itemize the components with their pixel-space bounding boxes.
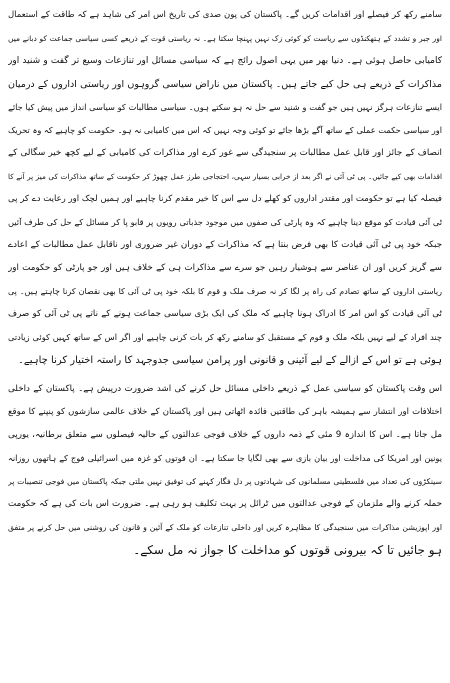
text-line: ٹی آئی قیادت کو موقع دینا چاہیے کہ وہ پارٹی کی صفوں میں موجود جذباتی رویوں پر قابو پا کر مسائل کے حل کی طرف آئیں <box>8 217 442 227</box>
text-line: سینکڑوں کی تعداد میں فلسطینی مسلمانوں کی شہادتوں پر دل فگار کہنے کی توفیق نہیں ملتی جبکہ پاکستان میں فوجی تنصیبات پر <box>8 477 442 486</box>
text-line: مذاکرات کے ذریعے ہی حل کیے جاتے ہیں۔ پاکستان میں ناراض سیاسی گروہوں اور ریاستی اداروں کے درمیان <box>8 79 442 90</box>
text-line: اور سیاسی حکمت عملی کے ساتھ آگے بڑھا جائے تو کوئی وجہ نہیں کہ اس میں کامیابی نہ ہو۔ حکومت کو چاہیے کہ وہ تحریک <box>8 125 442 135</box>
text-line: ہو جائیں تا کہ بیرونی قوتوں کو مداخلت کا جواز نہ مل سکے۔ <box>133 543 442 557</box>
text-line: انصاف کے جائز اور قابل عمل مطالبات پر سنجیدگی سے غور کرے اور مذاکرات کی کامیابی کے لیے کچھ خیر سگالی کے <box>8 148 442 158</box>
text-line: اس وقت پاکستان کو سیاسی عمل کے ذریعے داخلی مسائل حل کرنے کی اشد ضرورت درپیش ہے۔ پاکستان کے داخلی <box>8 384 442 394</box>
paragraph-1 <box>8 4 442 372</box>
text-line: اور جبر و تشدد کے ہتھکنڈوں سے ریاست کو کوئی زک نہیں پہنچا سکتا ہے۔ نہ ریاستی قوت کے ذریعے کسی سیاسی جماعت کو دبانے میں <box>8 34 442 43</box>
text-line: جبکہ خود پی ٹی آئی قیادت کا بھی فرض بنتا ہے کہ مذاکرات کے دوران غیر ضروری اور ناقابل عمل مطالبات کے اعادے <box>8 240 442 250</box>
text-line: یونین اور امریکا کی مداخلت اور بیان بازی سے بھی لگایا جا سکتا ہے۔ ان قوتوں کو غزہ میں اسرائیلی فوج کے ہاتھوں روزانہ <box>8 453 442 463</box>
text-line: اور اپوزیشن مذاکرات میں سنجیدگی کا مظاہرہ کریں اور داخلی تنازعات کو ملک کے آئین و قانون کی روشنی میں حل کرنے پر متفق <box>8 523 442 532</box>
paragraph-2 <box>8 378 442 562</box>
text-line: ریاستی اداروں کے ساتھ تصادم کی راہ پر لگا کر نہ صرف ملک و قوم کا بلکہ خود پی ٹی آئی کا بھی نقصان کرنا چاہتے ہیں۔ پی <box>8 287 442 296</box>
text-line: چند افراد کے لیے نہیں بلکہ ملک و قوم کے مستقبل کو سامنے رکھ کر بات کرنی چاہیے اور اگر اس کے ساتھ کہیں کوئی زیادتی <box>8 332 442 342</box>
text-line: مل جاتا ہے۔ اس کا اندازہ 9 مئی کے ذمہ داروں کے خلاف فوجی عدالتوں کے حالیہ فیصلوں سے متعلق برطانیہ، یورپی <box>8 430 442 440</box>
text-line: ہوئی ہے تو اس کے ازالے کے لیے آئینی و قانونی اور پرامن سیاسی جدوجہد کا راستہ اختیار کرنا چاہیے۔ <box>18 355 442 366</box>
text-line: اقدامات بھی کیے جائیں۔ پی ٹی آئی نے اگر بعد از خرابی بسیار سہی، احتجاجی طرز عمل چھوڑ کر حکومت کے ساتھ مذاکرات کی میز پر آنے کا <box>8 172 442 181</box>
text-line: سامنے رکھ کر فیصلے اور اقدامات کریں گے۔ پاکستان کی پون صدی کی تاریخ اس امر کی شاہد ہے کہ طاقت کے استعمال <box>8 10 442 20</box>
text-line: کامیابی حاصل ہوئی ہے۔ دنیا بھر میں یہی اصول رائج ہے کہ سیاسی مسائل اور تنازعات وسیع تر گفت و شنید اور <box>8 56 442 66</box>
text-line: اختلافات اور انتشار سے ہمیشہ باہر کی طاقتیں فائدہ اٹھاتی ہیں اور پاکستان کے خلاف عالمی سازشوں کو پنپنے کا موقع <box>8 407 442 417</box>
text-line: حملہ کرنے والے ملزمان کے فوجی عدالتوں میں ٹرائل پر بہت تکلیف ہو رہی ہے۔ ضرورت اس بات کی ہے کہ حکومت <box>8 499 442 509</box>
text-line: سے گریز کریں اور ان عناصر سے ہوشیار رہیں جو سرے سے مذاکرات ہی کے خلاف ہیں اور جو پارٹی کو حکومت اور <box>8 263 442 273</box>
text-line: ٹی آئی قیادت کو اس امر کا ادراک ہونا چاہیے کہ ملک کی ایک بڑی سیاسی جماعت ہونے کے ناتے پی ٹی آئی کو صرف <box>8 309 442 319</box>
text-line: ایسے تنازعات ہرگز نہیں ہیں جو گفت و شنید سے حل نہ ہو سکتے ہوں۔ سیاسی مطالبات کو سیاسی انداز میں پیش کیا جائے <box>8 102 442 112</box>
text-line: فیصلہ کیا ہے تو حکومت اور مقتدر اداروں کو کھلے دل سے اس کا خیر مقدم کرنا چاہیے اور ہمیں لچک اور رعایت دے کر پی <box>8 194 442 204</box>
